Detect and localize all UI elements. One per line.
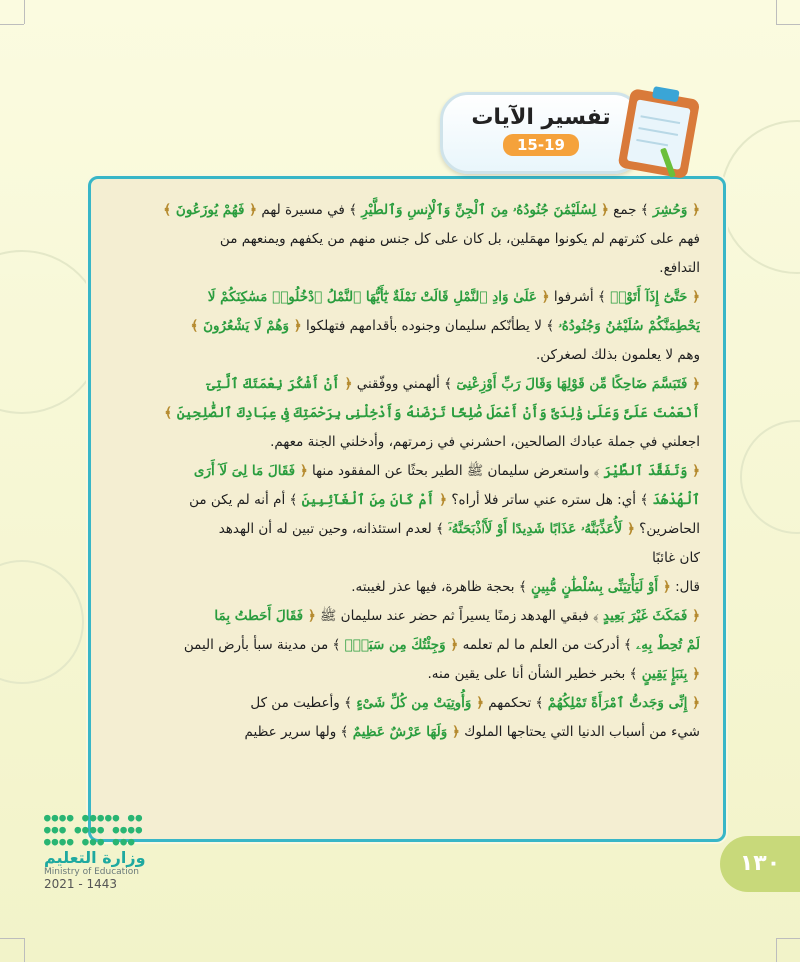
quran-verse: وَأُوتِيَتْ مِن كُلِّ شَىْءٍ — [356, 695, 472, 711]
quran-verse: وَحُشِرَ — [653, 202, 688, 218]
quran-verse: حَتَّىٰٓ إِذَآ أَتَوْا۟ — [610, 289, 688, 305]
verse-bracket: ﴾ — [164, 405, 177, 421]
text-line — [106, 573, 700, 602]
verse-bracket: ﴿ — [434, 492, 448, 508]
verse-bracket: ﴿ — [687, 463, 700, 479]
explanation-segment: وهم لا يعلمون بذلك لصغركن. — [535, 347, 700, 363]
explanation-segment: ﴾ واستعرض سليمان ﷺ الطير بحثًا عن المفقود منها — [307, 463, 604, 479]
text-line — [106, 602, 700, 631]
verse-range-badge: 15-19 — [503, 134, 579, 156]
verse-bracket: ﴾ — [163, 202, 176, 218]
crop-mark — [776, 0, 777, 24]
text-line — [106, 428, 700, 457]
text-line — [106, 370, 700, 399]
explanation-segment: ﴾ بحجة ظاهرة، فيها عذر لغيبته. — [351, 579, 532, 595]
quran-verse: وَجِئْتُكَ مِن سَبَإٍۭ — [344, 637, 446, 653]
verse-bracket: ﴿ — [471, 695, 484, 711]
explanation-segment: ﴾ وأعطيت من كل — [250, 695, 357, 711]
explanation-segment: ﴾ فبقي الهدهد زمنًا يسيراً ثم حضر عند سليمان ﷺ — [315, 608, 603, 624]
crop-mark — [776, 938, 800, 939]
explanation-segment: ﴾ جمع — [608, 202, 654, 218]
quran-verse: أَمْ كَانَ مِنَ ٱلْغَآئِبِينَ — [301, 492, 435, 508]
explanation-segment: اجعلني في جملة عبادك الصالحين، احشرني في زمرتهم، وأدخلني الجنة معهم. — [270, 434, 700, 450]
crop-mark — [0, 24, 24, 25]
explanation-segment: ﴾ تحكمهم — [484, 695, 548, 711]
verse-bracket: ﴿ — [687, 608, 700, 624]
verse-bracket: ﴿ — [447, 724, 460, 740]
quran-verse: أَنْ أَشْكُرَ نِعْمَتَكَ ٱلَّتِىٓ — [207, 376, 340, 392]
explanation-segment: ﴾ أدركت من العلم ما لم تعلمه — [458, 637, 637, 653]
text-line — [106, 457, 700, 486]
text-line — [106, 718, 700, 747]
explanation-segment: ﴾ بخبر خطير الشأن أنا على يقين منه. — [427, 666, 642, 682]
verse-bracket: ﴿ — [244, 202, 258, 218]
quran-verse: وَتَفَقَّدَ ٱلطَّيْرَ — [603, 463, 688, 479]
quran-verse: ٱلْهُدْهُدَ — [652, 492, 700, 508]
edition-year: 2021 - 1443 — [44, 877, 118, 891]
quran-verse: لَأُعَذِّبَنَّهُۥ عَذَابًا شَدِيدًا أَوْ لَأَا۟ذْبَحَنَّهُۥٓ — [448, 521, 623, 537]
ministry-name-en: Ministry of Education — [44, 867, 139, 877]
quran-verse: فَتَبَسَّمَ ضَاحِكًا مِّن قَوْلِهَا وَقَالَ رَبِّ أَوْزِعْنِىٓ — [456, 376, 688, 392]
verse-bracket: ﴿ — [303, 608, 316, 624]
text-line — [106, 631, 700, 660]
verse-bracket: ﴿ — [445, 637, 459, 653]
quran-verse: لِسُلَيْمَٰنَ جُنُودُهُۥ مِنَ ٱلْجِنِّ وَٱلْإِنسِ وَٱلطَّيْرِ — [361, 202, 597, 218]
quran-verse: فَهُمْ يُوزَعُونَ — [175, 202, 245, 218]
quran-verse: لَمْ تُحِطْ بِهِۦ — [636, 637, 700, 653]
verse-bracket: ﴿ — [289, 318, 302, 334]
crop-mark — [24, 0, 25, 24]
quran-verse: وَهُمْ لَا يَشْعُرُونَ — [203, 318, 290, 334]
page-number: ١٣٠ — [720, 836, 800, 892]
crop-mark — [776, 938, 777, 962]
quran-verse: يَحْطِمَنَّكُمْ سُلَيْمَٰنُ وَجُنُودُهُۥ — [558, 318, 700, 334]
verse-bracket: ﴿ — [536, 289, 550, 305]
quran-verse: بِنَبَإٍ يَقِينٍ — [641, 666, 688, 682]
text-line — [106, 515, 700, 544]
quran-verse: فَقَالَ مَا لِىَ لَآ أَرَى — [193, 463, 296, 479]
explanation-segment: التدافع. — [659, 260, 700, 276]
text-line — [106, 341, 700, 370]
explanation-segment: شيء من أسباب الدنيا التي يحتاجها الملوك — [459, 724, 700, 740]
quran-verse: أَوْ لَيَأْتِيَنِّى بِسُلْطَٰنٍ مُّبِينٍ — [531, 579, 659, 595]
text-line — [106, 225, 700, 254]
explanation-segment: ﴾ أي: هل ستره عني ساتر فلا أراه؟ — [447, 492, 653, 508]
text-line — [106, 544, 700, 573]
explanation-segment: ﴾ من مدينة سبأ بأرض اليمن — [183, 637, 345, 653]
quran-verse: فَقَالَ أَحَطتُ بِمَا — [214, 608, 304, 624]
explanation-text — [106, 196, 700, 747]
text-line — [106, 254, 700, 283]
text-line — [106, 660, 700, 689]
clipboard-icon — [610, 79, 711, 187]
verse-bracket: ﴿ — [687, 289, 700, 305]
verse-bracket: ﴿ — [622, 521, 635, 537]
explanation-segment: الحاضرين؟ — [634, 521, 700, 537]
explanation-segment: كان غائبًا — [652, 550, 700, 566]
quran-verse: إِنِّى وَجَدتُّ ٱمْرَأَةً تَمْلِكُهُمْ — [547, 695, 688, 711]
explanation-segment: ﴾ أشرفوا — [549, 289, 611, 305]
quran-verse: عَلَىٰ وَادِ ٱلنَّمْلِ قَالَتْ نَمْلَةٌ يَٰٓأَيُّهَا ٱلنَّمْلُ ٱدْخُلُوا۟ مَسَٰكِنَكُمْ لَا — [207, 289, 537, 305]
explanation-segment: ﴾ في مسيرة لهم — [257, 202, 362, 218]
text-line — [106, 283, 700, 312]
text-line — [106, 486, 700, 515]
explanation-segment: ﴾ ولها سرير عظيم — [244, 724, 353, 740]
explanation-segment: ﴾ ألهمني ووفّقني — [352, 376, 457, 392]
verse-bracket: ﴿ — [687, 666, 700, 682]
crop-mark — [24, 938, 25, 962]
verse-bracket: ﴿ — [295, 463, 308, 479]
explanation-segment: ﴾ لا يطأنّكم سليمان وجنوده بأقدامهم فتهلكوا — [301, 318, 559, 334]
crop-mark — [0, 938, 24, 939]
text-line — [106, 196, 700, 225]
verse-bracket: ﴿ — [687, 202, 700, 218]
verse-bracket: ﴿ — [596, 202, 609, 218]
quran-verse: وَلَهَا عَرْشٌ عَظِيمٌ — [352, 724, 448, 740]
explanation-segment: ﴾ لعدم استئذانه، وحين تبين له أن الهدهد — [218, 521, 449, 537]
explanation-segment: فهم على كثرتهم لم يكونوا مهمَلين، بل كان على كل جنس منهم من يكفهم ويمنعهم من — [219, 231, 700, 247]
explanation-segment: ﴾ أم أنه لم يكن من — [189, 492, 302, 508]
explanation-segment: قال: — [670, 579, 700, 595]
quran-verse: فَمَكَثَ غَيْرَ بَعِيدٍ — [602, 608, 688, 624]
ministry-logo — [44, 812, 184, 902]
crop-mark — [776, 24, 800, 25]
ministry-dots-icon: ●●●● ●●●●● ●● ●●● ●●●● ●●●● ●●●● ●●● ●●● — [44, 811, 144, 848]
verse-bracket: ﴾ — [190, 318, 204, 334]
verse-bracket: ﴿ — [687, 376, 700, 392]
ministry-name-ar: وزارة التعليم — [44, 848, 146, 867]
section-title: تفسير الآيات — [471, 105, 611, 130]
verse-bracket: ﴿ — [339, 376, 353, 392]
verse-bracket: ﴿ — [658, 579, 671, 595]
quran-verse: أَنْعَمْتَ عَلَىَّ وَعَلَىٰ وَٰلِدَىَّ وَأَنْ أَعْمَلَ صَٰلِحًا تَرْضَىٰهُ وَأَدْخِلْنِى بِرَحْمَتِكَ فِى عِبَادِكَ ٱلصَّٰلِحِينَ — [176, 405, 700, 421]
text-line — [106, 689, 700, 718]
verse-bracket: ﴿ — [687, 695, 700, 711]
text-line — [106, 399, 700, 428]
text-line — [106, 312, 700, 341]
